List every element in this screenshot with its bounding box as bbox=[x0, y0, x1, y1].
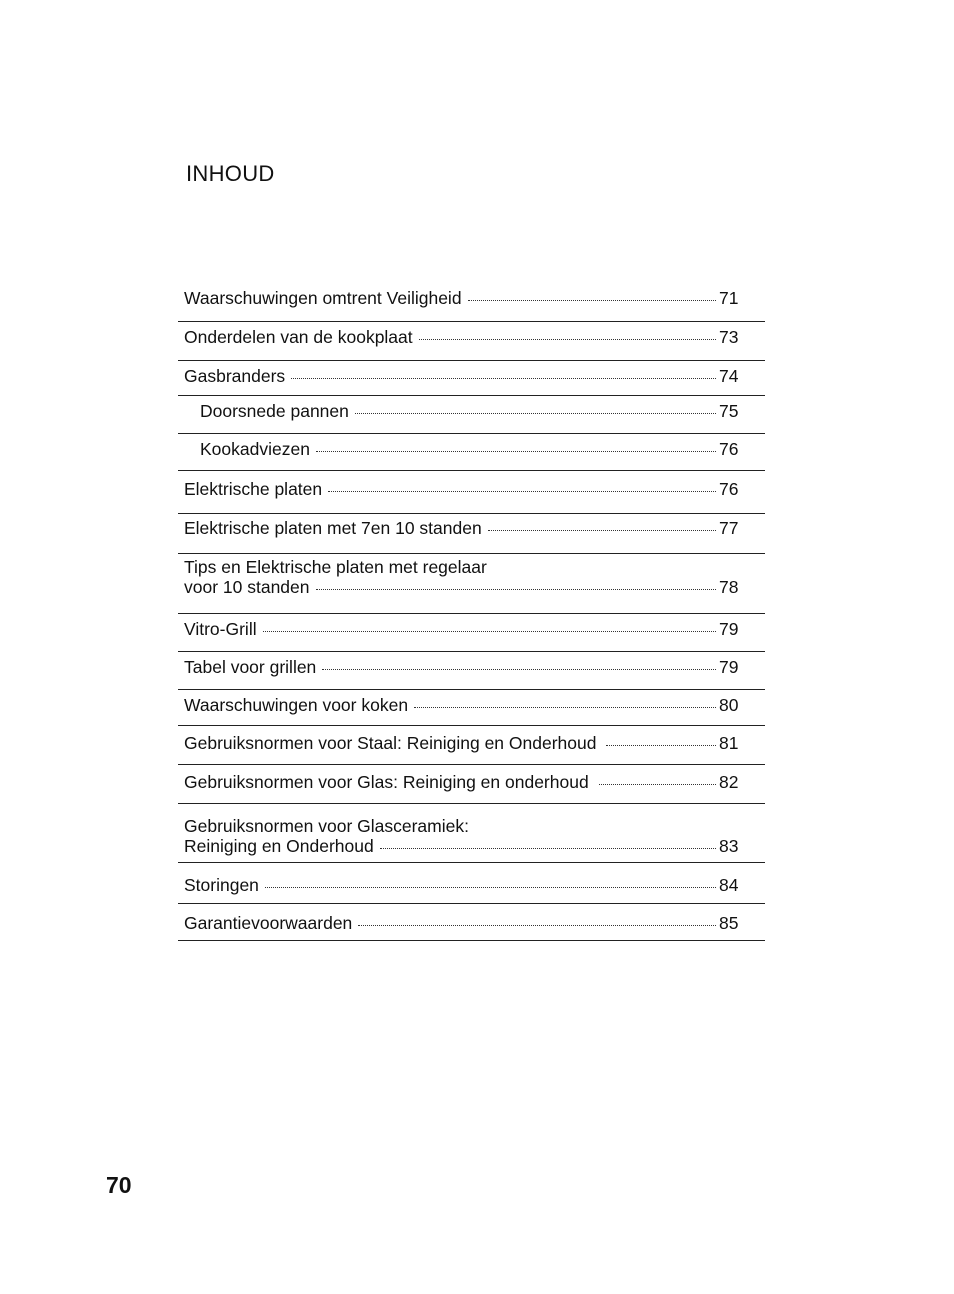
toc-entry-page: 76 bbox=[719, 479, 739, 499]
dot-leader bbox=[291, 378, 716, 379]
toc-entry[interactable] bbox=[178, 690, 765, 726]
toc-entry[interactable] bbox=[178, 904, 765, 941]
dot-leader bbox=[419, 339, 716, 340]
toc-entry-page: 73 bbox=[719, 327, 739, 347]
dot-leader bbox=[322, 669, 716, 670]
dot-leader bbox=[358, 925, 716, 926]
dot-leader bbox=[316, 589, 716, 590]
dot-leader bbox=[355, 413, 716, 414]
dot-leader bbox=[488, 530, 716, 531]
toc-entry-label-line1: Tips en Elektrische platen met regelaar bbox=[184, 557, 487, 577]
toc-entry-label: Elektrische platen met 7en 10 standen bbox=[184, 518, 482, 538]
toc-entry-page: 83 bbox=[719, 836, 739, 856]
dot-leader bbox=[380, 848, 716, 849]
toc-entry[interactable] bbox=[178, 804, 765, 863]
toc-entry-label-line2: Reiniging en Onderhoud bbox=[184, 836, 374, 856]
dot-leader bbox=[414, 707, 716, 708]
dot-leader bbox=[328, 491, 716, 492]
toc-entry-page: 82 bbox=[719, 772, 739, 792]
dot-leader bbox=[316, 451, 716, 452]
toc-entry-page: 81 bbox=[719, 733, 739, 753]
toc-entry-page: 77 bbox=[719, 518, 739, 538]
toc-entry-page: 75 bbox=[719, 401, 739, 421]
toc-entry[interactable] bbox=[178, 614, 765, 652]
toc-entry-label-line1: Gebruiksnormen voor Glasceramiek: bbox=[184, 816, 469, 836]
toc-entry-page: 71 bbox=[719, 288, 739, 308]
toc-entry[interactable] bbox=[178, 322, 765, 361]
toc-entry-label: Kookadviezen bbox=[200, 439, 310, 459]
toc-entry-page: 84 bbox=[719, 875, 739, 895]
toc-entry-page: 79 bbox=[719, 657, 739, 677]
toc-entry-label: Gasbranders bbox=[184, 366, 286, 386]
toc-entry[interactable] bbox=[178, 863, 765, 904]
toc-entry[interactable] bbox=[178, 652, 765, 690]
toc-entry-label: Vitro-Grill bbox=[184, 619, 257, 639]
toc-entry-page: 80 bbox=[719, 695, 739, 715]
page-title: INHOUD bbox=[186, 161, 275, 186]
toc-entry-label: Waarschuwingen omtrent Veiligheid bbox=[184, 288, 462, 308]
dot-leader bbox=[468, 300, 716, 301]
toc-entry-page: 74 bbox=[719, 366, 739, 386]
page-number: 70 bbox=[106, 1172, 132, 1198]
toc-entry-label: Garantievoorwaarden bbox=[184, 913, 353, 933]
toc-entry-label-line2: voor 10 standen bbox=[184, 577, 310, 597]
dot-leader bbox=[599, 784, 716, 785]
toc-subentry[interactable] bbox=[178, 434, 765, 471]
toc-entry-label: Tabel voor grillen bbox=[184, 657, 317, 677]
toc-entry[interactable] bbox=[178, 765, 765, 804]
toc-entry-page: 78 bbox=[719, 577, 739, 597]
toc-entry-label: Waarschuwingen voor koken bbox=[184, 695, 409, 715]
toc-entry[interactable] bbox=[178, 554, 765, 614]
toc-entry[interactable] bbox=[178, 514, 765, 554]
toc-entry-label: Gebruiksnormen voor Glas: Reiniging en onderhoud bbox=[184, 772, 589, 792]
dot-leader bbox=[263, 631, 716, 632]
toc-subentry[interactable] bbox=[178, 396, 765, 434]
toc-entry[interactable] bbox=[178, 361, 765, 396]
toc-entry-label: Elektrische platen bbox=[184, 479, 323, 499]
table-of-contents bbox=[178, 283, 765, 941]
toc-entry-label: Gebruiksnormen voor Staal: Reiniging en Onderhoud bbox=[184, 733, 597, 753]
toc-entry-page: 76 bbox=[719, 439, 739, 459]
toc-entry-page: 85 bbox=[719, 913, 739, 933]
dot-leader bbox=[606, 745, 716, 746]
toc-entry-page: 79 bbox=[719, 619, 739, 639]
toc-entry[interactable] bbox=[178, 471, 765, 514]
toc-entry[interactable] bbox=[178, 283, 765, 322]
toc-entry-label: Doorsnede pannen bbox=[200, 401, 349, 421]
toc-entry-label: Onderdelen van de kookplaat bbox=[184, 327, 413, 347]
toc-entry-label: Storingen bbox=[184, 875, 259, 895]
dot-leader bbox=[265, 887, 716, 888]
toc-entry[interactable] bbox=[178, 726, 765, 765]
